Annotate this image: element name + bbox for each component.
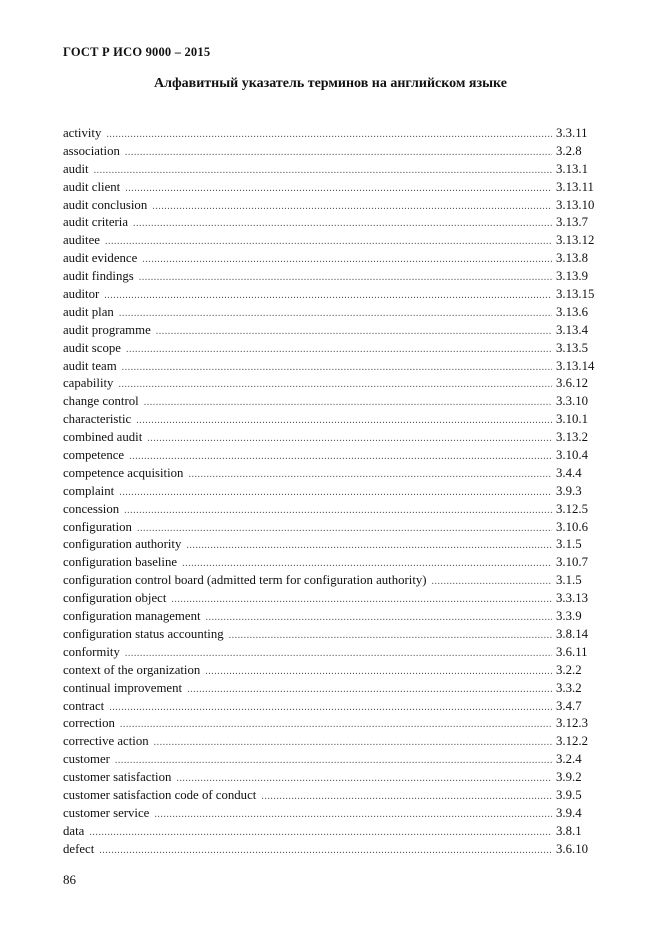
index-term: concession	[63, 501, 120, 516]
dot-leader	[89, 824, 552, 842]
index-entry	[63, 805, 608, 823]
index-entry	[63, 751, 608, 769]
index-term: audit evidence	[63, 251, 138, 266]
index-reference: 3.12.5	[556, 501, 588, 516]
index-entry	[63, 214, 608, 232]
dot-leader	[152, 198, 552, 216]
index-entry	[63, 698, 608, 716]
index-entry	[63, 626, 608, 644]
index-entry	[63, 501, 608, 519]
index-term: context of the organization	[63, 662, 201, 677]
index-term: combined audit	[63, 430, 143, 445]
index-reference: 3.3.10	[556, 394, 588, 409]
dot-leader	[122, 359, 552, 377]
index-entry	[63, 787, 608, 805]
index-entry	[63, 590, 608, 608]
index-term: customer satisfaction code of conduct	[63, 787, 257, 802]
index-reference: 3.12.2	[556, 734, 588, 749]
index-reference: 3.3.9	[556, 609, 582, 624]
dot-leader	[124, 502, 552, 520]
index-reference: 3.9.3	[556, 483, 582, 498]
index-entry	[63, 143, 608, 161]
index-term: configuration control board (admitted term for configuration authority)	[63, 573, 427, 588]
index-entry	[63, 125, 608, 143]
index-reference: 3.3.2	[556, 680, 582, 695]
dot-leader	[156, 323, 552, 341]
index-entry	[63, 447, 608, 465]
index-entry	[63, 483, 608, 501]
index-entry	[63, 536, 608, 554]
index-term: audit scope	[63, 340, 121, 355]
index-term: continual improvement	[63, 680, 183, 695]
page-number: 86	[63, 872, 76, 887]
index-reference: 3.2.4	[556, 752, 582, 767]
index-term: complaint	[63, 483, 115, 498]
index-reference: 3.13.9	[556, 269, 588, 284]
index-reference: 3.13.11	[556, 179, 594, 194]
index-entry	[63, 268, 608, 286]
index-term: audit conclusion	[63, 197, 148, 212]
index-reference: 3.9.5	[556, 787, 582, 802]
index-entry	[63, 411, 608, 429]
document-header: ГОСТ Р ИСО 9000 – 2015	[63, 45, 211, 59]
dot-leader	[126, 341, 552, 359]
index-entry	[63, 375, 608, 393]
index-reference: 3.6.10	[556, 841, 588, 856]
index-term: correction	[63, 716, 115, 731]
index-entry	[63, 232, 608, 250]
index-term: audit findings	[63, 269, 134, 284]
dot-leader	[104, 287, 552, 305]
index-reference: 3.13.10	[556, 197, 595, 212]
index-term: configuration baseline	[63, 555, 178, 570]
index-term: configuration	[63, 519, 132, 534]
dot-leader	[99, 842, 552, 860]
dot-leader	[144, 394, 552, 412]
index-reference: 3.13.15	[556, 287, 595, 302]
index-entry	[63, 340, 608, 358]
index-term: audit team	[63, 358, 117, 373]
index-term: association	[63, 143, 120, 158]
index-term: capability	[63, 376, 114, 391]
index-term: competence	[63, 448, 125, 463]
index-reference: 3.8.14	[556, 626, 588, 641]
index-term: data	[63, 823, 85, 838]
index-reference: 3.8.1	[556, 823, 582, 838]
index-reference: 3.3.13	[556, 591, 588, 606]
index-entry	[63, 429, 608, 447]
index-reference: 3.13.8	[556, 251, 588, 266]
index-term: contract	[63, 698, 105, 713]
index-reference: 3.13.12	[556, 233, 595, 248]
index-term: auditor	[63, 287, 100, 302]
index-term: conformity	[63, 644, 120, 659]
index-reference: 3.3.11	[556, 126, 588, 140]
dot-leader	[206, 609, 552, 627]
index-term: configuration authority	[63, 537, 182, 552]
index-term: auditee	[63, 233, 100, 248]
dot-leader	[137, 520, 552, 538]
index-term: customer service	[63, 805, 150, 820]
dot-leader	[125, 144, 552, 162]
dot-leader	[94, 162, 552, 180]
dot-leader	[187, 681, 552, 699]
dot-leader	[229, 627, 552, 645]
index-reference: 3.1.5	[556, 573, 582, 588]
index-term: audit plan	[63, 304, 114, 319]
index-term: configuration status accounting	[63, 626, 224, 641]
index-entry	[63, 304, 608, 322]
index-reference: 3.9.2	[556, 770, 582, 785]
index-entry	[63, 322, 608, 340]
index-reference: 3.4.7	[556, 698, 582, 713]
dot-leader	[182, 555, 552, 573]
dot-leader	[118, 376, 552, 394]
index-entry	[63, 554, 608, 572]
index-title: Алфавитный указатель терминов на английском языке	[154, 76, 507, 91]
index-term: customer satisfaction	[63, 770, 172, 785]
dot-leader	[125, 180, 552, 198]
dot-leader	[261, 788, 552, 806]
dot-leader	[136, 412, 552, 430]
dot-leader	[205, 663, 552, 681]
dot-leader	[119, 305, 552, 323]
index-entry	[63, 680, 608, 698]
index-term: configuration management	[63, 609, 201, 624]
index-term: corrective action	[63, 734, 149, 749]
index-entry	[63, 465, 608, 483]
index-reference: 3.6.11	[556, 644, 588, 659]
term-index-list	[63, 125, 608, 859]
index-reference: 3.10.7	[556, 555, 588, 570]
dot-leader	[186, 537, 552, 555]
index-entry	[63, 769, 608, 787]
index-reference: 3.13.14	[556, 358, 595, 373]
index-entry	[63, 161, 608, 179]
index-entry	[63, 519, 608, 537]
index-entry	[63, 608, 608, 626]
dot-leader	[171, 591, 552, 609]
index-reference: 3.10.6	[556, 519, 588, 534]
index-reference: 3.13.2	[556, 430, 588, 445]
dot-leader	[176, 770, 552, 788]
index-term: competence acquisition	[63, 465, 184, 480]
index-reference: 3.13.1	[556, 161, 588, 176]
index-term: audit programme	[63, 322, 151, 337]
index-entry	[63, 286, 608, 304]
dot-leader	[125, 645, 552, 663]
index-entry	[63, 393, 608, 411]
index-term: customer	[63, 752, 110, 767]
index-reference: 3.13.5	[556, 340, 588, 355]
index-term: activity	[63, 126, 102, 140]
index-term: defect	[63, 841, 95, 856]
index-term: characteristic	[63, 412, 132, 427]
index-term: configuration object	[63, 591, 167, 606]
dot-leader	[432, 573, 552, 591]
dot-leader	[154, 806, 552, 824]
dot-leader	[133, 215, 552, 233]
index-term: audit client	[63, 179, 121, 194]
index-term: audit criteria	[63, 215, 129, 230]
dot-leader	[109, 699, 552, 717]
index-entry	[63, 715, 608, 733]
index-entry	[63, 733, 608, 751]
index-entry	[63, 572, 608, 590]
dot-leader	[129, 448, 552, 466]
index-reference: 3.13.6	[556, 304, 588, 319]
dot-leader	[154, 734, 552, 752]
index-reference: 3.13.7	[556, 215, 588, 230]
index-reference: 3.10.4	[556, 448, 588, 463]
index-reference: 3.4.4	[556, 465, 582, 480]
index-reference: 3.6.12	[556, 376, 588, 391]
dot-leader	[105, 233, 552, 251]
dot-leader	[139, 269, 552, 287]
index-entry	[63, 358, 608, 376]
index-entry	[63, 662, 608, 680]
index-reference: 3.10.1	[556, 412, 588, 427]
index-entry	[63, 841, 608, 859]
index-entry	[63, 197, 608, 215]
index-reference: 3.9.4	[556, 805, 582, 820]
index-entry	[63, 250, 608, 268]
index-entry	[63, 823, 608, 841]
index-reference: 3.2.8	[556, 143, 582, 158]
dot-leader	[115, 752, 552, 770]
index-entry	[63, 644, 608, 662]
dot-leader	[119, 484, 552, 502]
index-entry	[63, 179, 608, 197]
dot-leader	[120, 716, 552, 734]
dot-leader	[106, 126, 552, 144]
index-reference: 3.2.2	[556, 662, 582, 677]
index-term: audit	[63, 161, 89, 176]
index-reference: 3.1.5	[556, 537, 582, 552]
index-reference: 3.12.3	[556, 716, 588, 731]
index-term: change control	[63, 394, 139, 409]
dot-leader	[147, 430, 552, 448]
dot-leader	[142, 251, 552, 269]
index-reference: 3.13.4	[556, 322, 588, 337]
dot-leader	[188, 466, 552, 484]
